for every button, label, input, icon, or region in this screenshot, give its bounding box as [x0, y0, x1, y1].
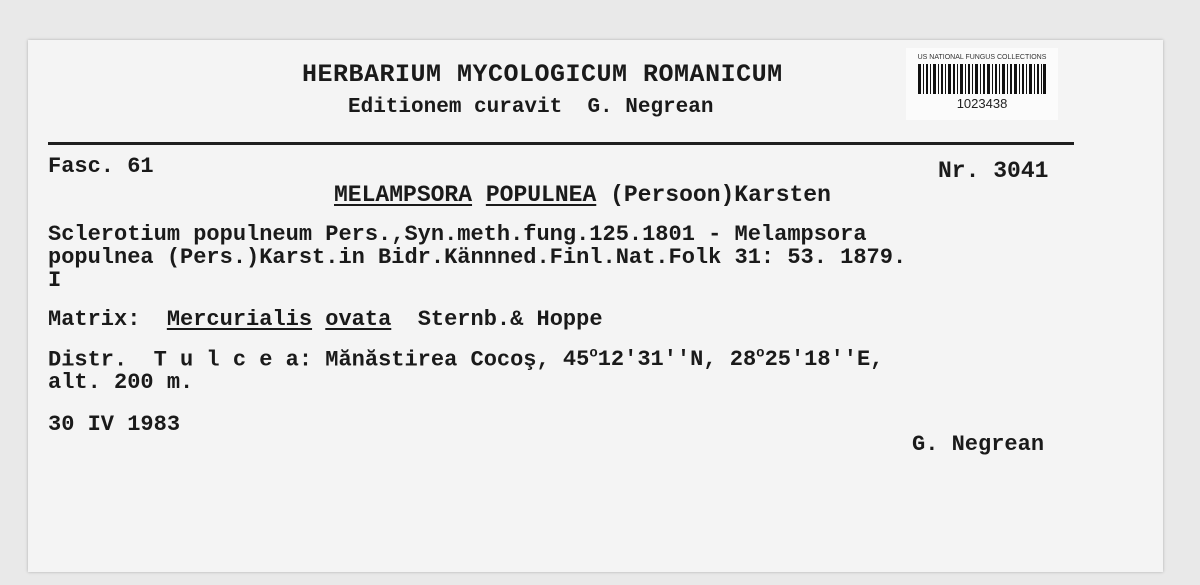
exsiccata-number: Nr. 3041: [938, 158, 1049, 184]
latitude: 45$^o$12'31''N,: [562, 346, 717, 373]
barcode-number: 1023438: [956, 96, 1008, 111]
editor-line: Editionem curavit G. Negrean: [348, 96, 714, 119]
longitude: 28$^o$25'18''E,: [729, 346, 884, 373]
locality: Mănăstirea Cocoş,: [325, 347, 550, 373]
collection-date: 30 IV 1983: [48, 412, 181, 437]
host-author: Sternb.& Hoppe: [417, 307, 603, 332]
fascicle-number: Fasc. 61: [48, 154, 154, 179]
taxon-name: [334, 182, 831, 208]
synonymy-line-2: populnea (Pers.)Karst.in Bidr.Kännned.Finl.Nat.Folk 31: 53. 1879.: [48, 245, 907, 270]
barcode-caption: US NATIONAL FUNGUS COLLECTIONS: [917, 54, 1047, 61]
herbarium-title: HERBARIUM MYCOLOGICUM ROMANICUM: [302, 60, 783, 89]
taxon-author: (Persoon)Karsten: [610, 182, 831, 208]
distribution-line-1: [48, 346, 883, 372]
taxon-species: POPULNEA: [485, 182, 597, 208]
county: T u l c e a:: [153, 347, 313, 373]
synonymy-line-3: I: [48, 268, 62, 293]
barcode-sticker: [906, 48, 1058, 120]
host-genus: Mercurialis: [166, 307, 313, 332]
altitude: alt. 200 m.: [48, 370, 194, 395]
synonymy-line-1: Sclerotium populneum Pers.,Syn.meth.fung.125.1801 - Melampsora: [48, 222, 867, 247]
matrix-label: Matrix:: [48, 307, 141, 332]
divider-rule: [48, 142, 1074, 145]
distribution-label: Distr.: [48, 347, 128, 373]
host-species: ovata: [325, 307, 392, 332]
host-matrix: [48, 307, 603, 332]
barcode-icon: [918, 64, 1046, 94]
taxon-genus: MELAMPSORA: [334, 182, 473, 208]
collector-name: G. Negrean: [912, 432, 1045, 457]
